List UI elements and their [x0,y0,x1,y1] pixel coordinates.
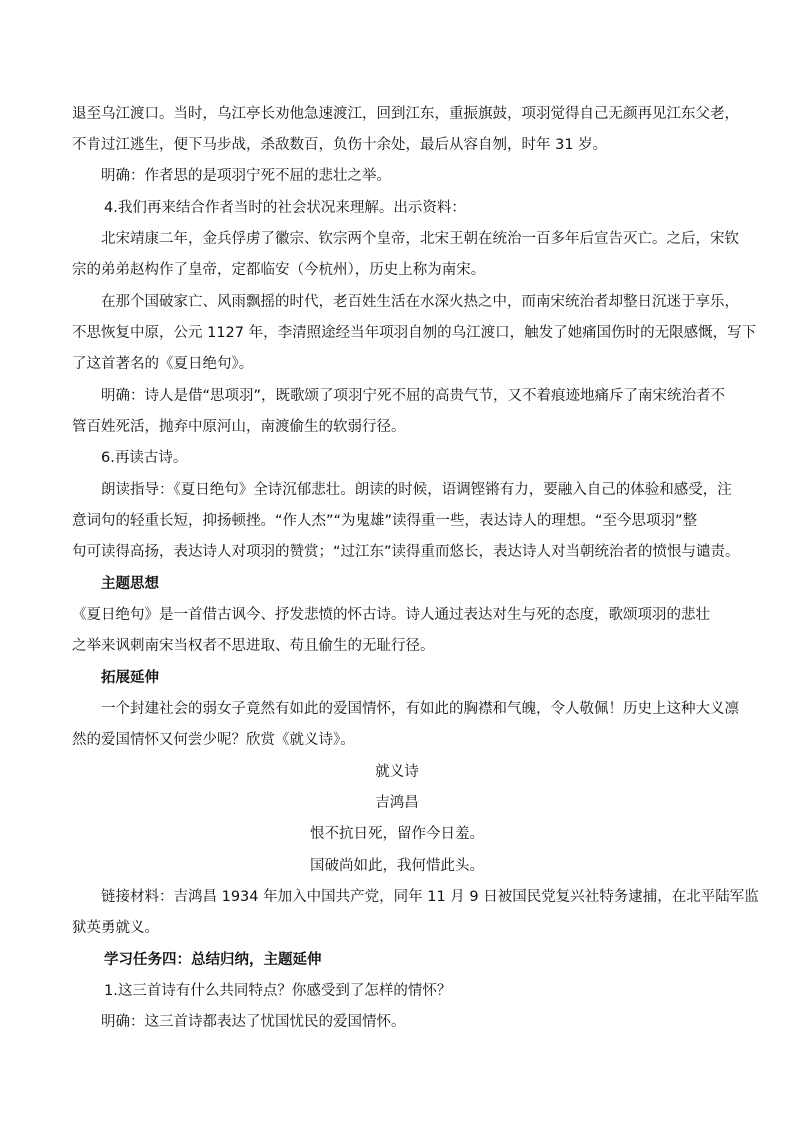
poem-title: 就义诗 [375,764,419,780]
paragraph-line: 不思恢复中原，公元 1127 年，李清照途经当年项羽自刎的乌江渡口，触发了她痛国伤时的无限感慨，写下 [72,325,757,341]
paragraph-line: 北宋靖康二年，金兵俘虏了徽宗、钦宗两个皇帝，北宋王朝在统治一百多年后宣告灭亡。之后，宋钦 [101,231,739,247]
paragraph-line: 宗的弟弟赵构作了皇帝，定都临安（今杭州），历史上称为南宋。 [72,262,486,278]
paragraph-line: 了这首著名的《夏日绝句》。 [72,356,254,372]
paragraph-line: 4.我们再来结合作者当时的社会状况来理解。出示资料： [104,200,466,216]
paragraph-line: 句可读得高扬，表达诗人对项羽的赞赏；“过江东”读得重而悠长，表达诗人对当朝统治者的愤恨与谴责。 [72,544,740,560]
poem-author: 吉鸿昌 [375,795,419,811]
paragraph-line: 1.这三首诗有什么共同特点？你感受到了怎样的情怀？ [104,983,452,999]
paragraph-line: 在那个国破家亡、风雨飘摇的时代，老百姓生活在水深火热之中，而南宋统治者却整日沉迷于享乐， [101,294,739,310]
paragraph-line: 然的爱国情怀又何尝少呢？欣赏《就义诗》。 [72,732,355,748]
paragraph-line: 链接材料：吉鸿昌 1934 年加入中国共产党，同年 11 月 9 日被国民党复兴社特务逮捕，在北平陆军监 [101,889,759,905]
paragraph-line: 明确：诗人是借“思项羽”，既歌颂了项羽宁死不屈的高贵气节，又不着痕迹地痛斥了南宋统治者不 [101,388,726,404]
paragraph-line: 退至乌江渡口。当时，乌江亭长劝他急速渡江，回到江东，重振旗鼓，项羽觉得自己无颜再见江东父老， [72,106,739,122]
paragraph-line: 朗读指导：《夏日绝句》全诗沉郁悲壮。朗读的时候，语调铿锵有力，要融入自己的体验和感受，注 [101,482,732,498]
paragraph-line: 狱英勇就义。 [72,920,159,936]
paragraph-line: 意词句的轻重长短，抑扬顿挫。“作人杰”“为鬼雄”读得重一些，表达诗人的理想。“至今思项羽”整 [72,513,698,529]
paragraph-line: 6.再读古诗。 [101,450,188,466]
paragraph-line: 之举来讽刺南宋当权者不思进取、苟且偷生的无耻行径。 [72,638,435,654]
paragraph-line: 不肯过江逃生，便下马步战，杀敌数百，负伤十余处，最后从容自刎，时年 31 岁。 [72,137,608,153]
paragraph-line: 明确：作者思的是项羽宁死不屈的悲壮之举。 [101,168,391,184]
section-heading: 拓展延伸 [101,670,159,686]
poem-verse: 国破尚如此，我何惜此头。 [310,858,484,874]
paragraph-line: 《夏日绝句》是一首借古讽今、抒发悲愤的怀古诗。诗人通过表达对生与死的态度，歌颂项羽的悲壮 [72,607,710,623]
paragraph-line: 一个封建社会的弱女子竟然有如此的爱国情怀，有如此的胸襟和气魄，令人敬佩！历史上这种大义凛 [101,701,739,717]
section-heading: 主题思想 [101,576,159,592]
paragraph-line: 管百姓死活，抛弃中原河山，南渡偷生的软弱行径。 [72,419,406,435]
poem-verse: 恨不抗日死，留作今日羞。 [310,826,484,842]
paragraph-line: 明确：这三首诗都表达了忧国忧民的爱国情怀。 [101,1014,406,1030]
section-heading: 学习任务四：总结归纳，主题延伸 [104,952,322,968]
